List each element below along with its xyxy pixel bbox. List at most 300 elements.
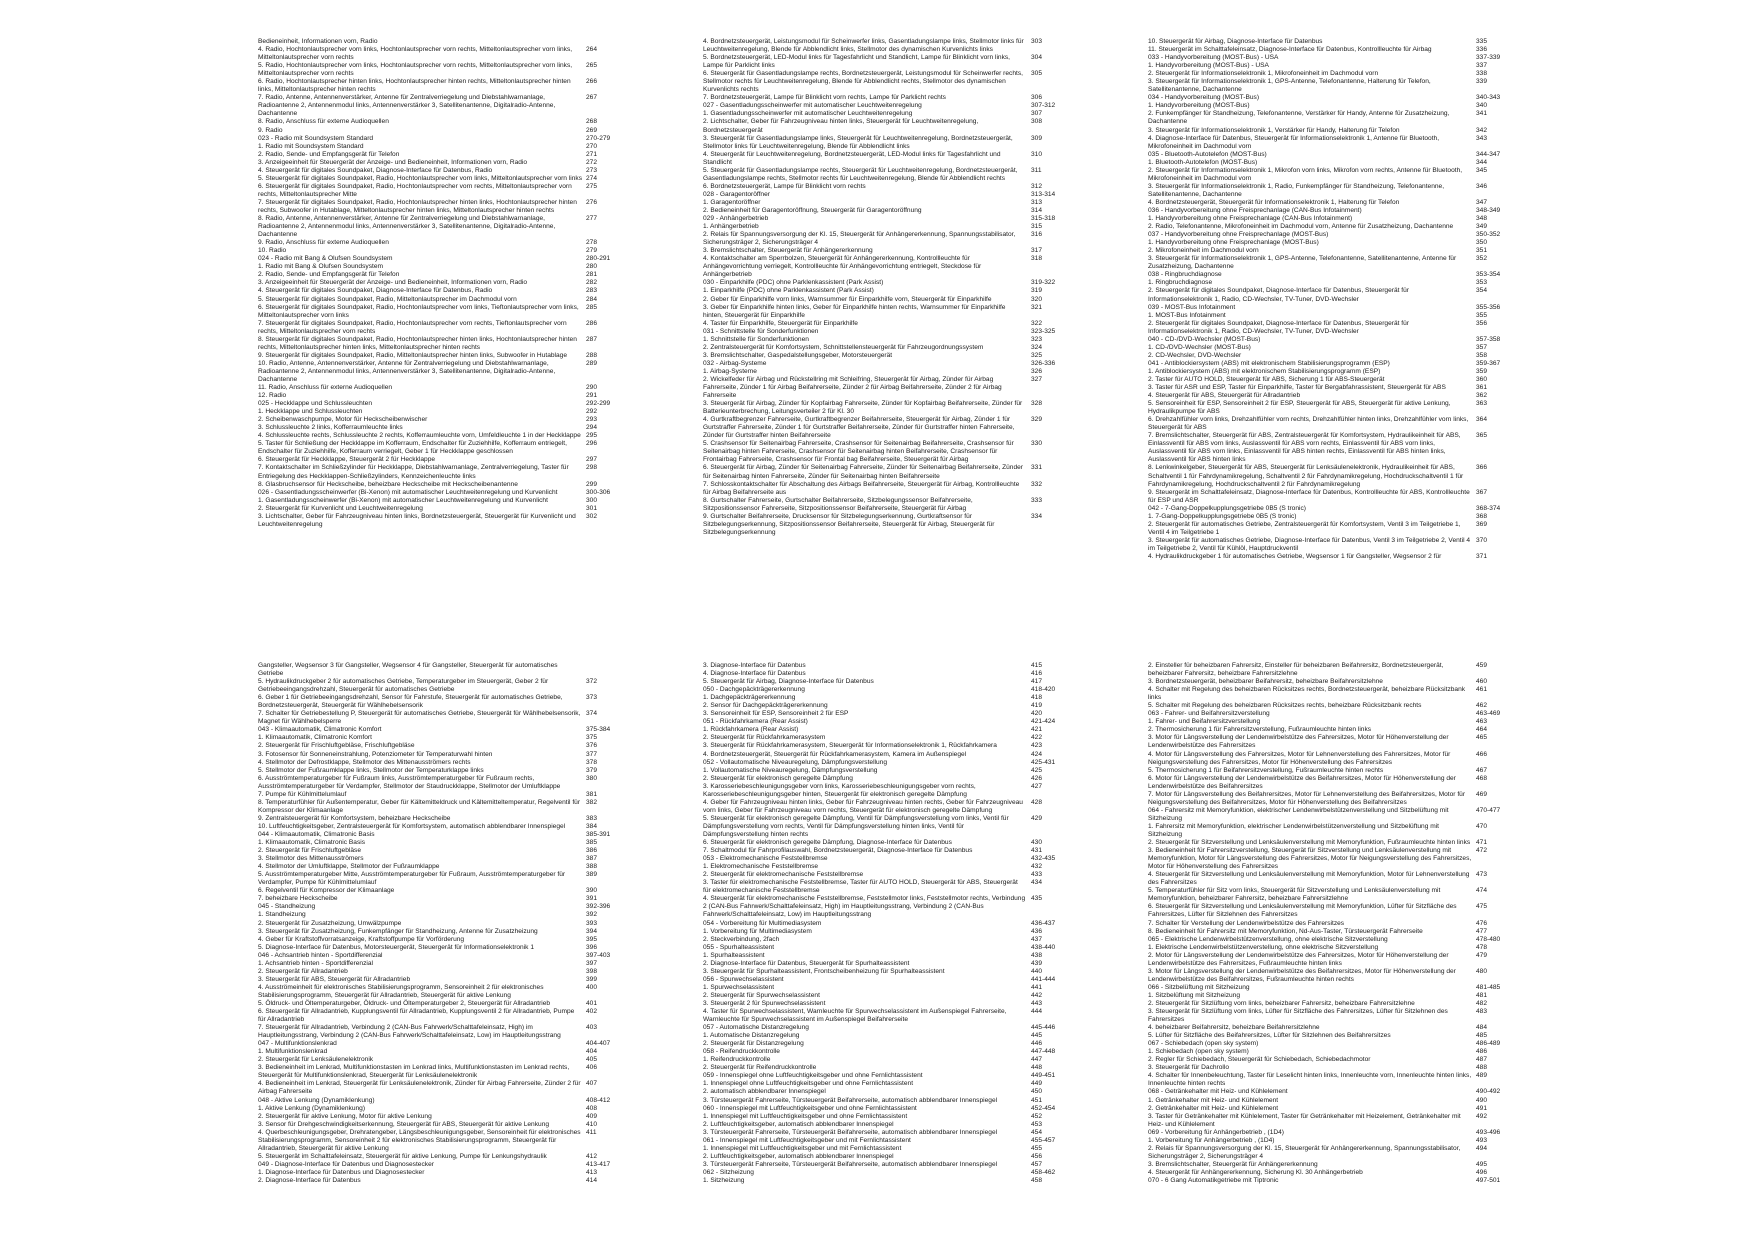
entry-page-number: 437 [1031, 935, 1043, 943]
entry-page-number: 487 [1476, 1056, 1488, 1064]
entry-title: 7. Steuergerät für Allradantrieb, Verbindung 2 (CAN-Bus Fahrwerk/Schalttafeleinsatz, High) im Hauptleitungsstrang, Verbindung 2 (CAN-Bus Fahrwerk/Schalttafeleinsatz, Low) im Hauptleitungsstrang [258, 1024, 561, 1040]
entry-page-number: 425 [1031, 766, 1043, 774]
entry-title: 7. Pumpe für Kühlmittelumlauf [258, 790, 347, 798]
entry-page-number: 415 [1031, 662, 1043, 669]
index-entry [703, 855, 1075, 863]
entry-title: 10. Radio, Antenne, Antennenverstärker, Antenne für Zentralverriegelung und Diebstahlwarnanlage, Radioantenne 2, Antennenmodul links, Antennenverstärker 3, Satellitenantenne, Digitalradio-Antenne, Dachantenne [258, 359, 556, 383]
index-entry [1148, 767, 1520, 775]
entry-page-number: 365 [1476, 432, 1488, 440]
entry-page-number: 357 [1476, 343, 1488, 351]
entry-title: 4. Steuergerät für Anhängererkennung, Sicherung Kl. 30 Anhängerbetrieb [1148, 1168, 1363, 1176]
entry-title: 3. Bremslichtschalter, Gaspedalstellungsgeber, Motorsteuergerät [703, 351, 893, 359]
entry-title: 4. Motor für Längsverstellung des Fahrersitzes, Motor für Lehnenverstellung des Fahrersitzes, Motor für Neigungsverstellung des Fahrersitzes, Motor für Höhenverstellung des Fahrersitzes [1148, 750, 1451, 766]
index-entry [1148, 78, 1520, 94]
entry-page-number: 275 [586, 182, 598, 190]
entry-page-number: 472 [1476, 847, 1488, 855]
entry-title: 3. Steuergerät für Sitzlüftung vorn links, Lüfter für Sitzfläche des Fahrersitzes, Lüfter für Sitzlehnen des Fahrersitzes [1148, 1008, 1448, 1024]
entry-title: 1. Handyvorbereitung ohne Freisprechanlage (CAN-Bus Infotainment) [1148, 215, 1353, 223]
entry-title: 1. Automatische Distanzregelung [703, 1032, 800, 1040]
index-entry [1148, 1177, 1520, 1185]
entry-page-number: 286 [586, 319, 598, 327]
index-entry [1148, 360, 1520, 368]
entry-page-number: 395 [586, 935, 598, 943]
index-entry [703, 360, 1075, 368]
entry-title: 2. Thermosicherung 1 für Fahrersitzverstellung, Fußraumleuchte hinten links [1148, 726, 1372, 734]
index-entry [258, 1105, 630, 1113]
entry-title: 2. Radio, Sende- und Empfangsgerät für Telefon [258, 150, 400, 158]
entry-page-number: 492 [1476, 1112, 1488, 1120]
entry-title: 7. Schalter für Getriebestellung P, Steuergerät für automatisches Getriebe, Steuergerät für Wählhebelsensorik, Magnet für Wählhebelsperre [258, 710, 581, 726]
index-entry [703, 879, 1075, 895]
entry-page-number: 462 [1476, 702, 1488, 710]
entry-title: 10. Radio [258, 247, 287, 255]
index-entry [1148, 336, 1520, 344]
entry-title: 1. Rückfahrkamera (Rear Assist) [703, 726, 799, 734]
entry-page-number: 293 [586, 416, 598, 424]
entry-page-number: 327 [1031, 375, 1043, 383]
entry-page-number: 307 [1031, 110, 1043, 118]
entry-title: 1. Vorbereitung für Multimediasystem [703, 927, 812, 935]
index-entry [1148, 368, 1520, 376]
entry-title: 1. CD-/DVD-Wechsler (MOST-Bus) [1148, 343, 1251, 351]
entry-title: 2. Scheibenwaschpumpe, Motor für Heckscheibenwischer [258, 416, 428, 424]
index-entry [703, 1048, 1075, 1056]
index-entry [258, 304, 630, 320]
entry-title: 3. Bremslichtschalter, Steuergerät für Anhängererkennung [703, 247, 873, 255]
index-entry [258, 1064, 630, 1080]
entry-page-number: 367 [1476, 488, 1488, 496]
index-entry [703, 871, 1075, 879]
entry-title: 5. Stellmotor der Fußraumklappe links, Stellmotor der Temperaturklappe links [258, 766, 484, 774]
index-entry [1148, 247, 1520, 255]
entry-title: 3. Bordnetzsteuergerät, beheizbarer Beifahrersitz, beheizbare Beifahrersitzlehne [1148, 678, 1383, 686]
entry-title: 6. Steuergerät für Sitzverstellung und Lenksäulenverstellung mit Memoryfunktion, Lüfter für Sitzfläche des Fahrersitzes, Lüfter für Sitzlehnen des Fahrersitzes [1148, 903, 1457, 919]
entry-page-number: 451 [1031, 1096, 1043, 1104]
index-entry [1148, 710, 1520, 718]
entry-title: 1. Bluetooth-Autotelefon (MOST-Bus) [1148, 158, 1258, 166]
entry-page-number: 470 [1476, 822, 1488, 830]
entry-title: 041 - Antiblockiersystem (ABS) mit elektronischem Stabilisierungsprogramm (ESP) [1148, 359, 1390, 367]
entry-title: 12. Radio [258, 392, 287, 400]
index-entry [258, 239, 630, 247]
entry-page-number: 359 [1476, 367, 1488, 375]
index-entry [703, 1000, 1075, 1008]
entry-page-number: 344 [1476, 158, 1488, 166]
index-entry [258, 1161, 630, 1169]
entry-page-number: 390 [586, 887, 598, 895]
entry-title: 4. Ausströmeinheit für elektronisches Stabilisierungsprogramm, Sensoreinheit 2 für elektronisches Stabilisierungsprogramm, Steuergerät für Allradantrieb, Steuergerät für aktive Lenkung [258, 983, 544, 999]
index-entry [703, 481, 1075, 497]
entry-page-number: 378 [586, 758, 598, 766]
index-entry [258, 432, 630, 440]
entry-title: 3. Steuergerät für Dachrollo [1148, 1064, 1229, 1072]
entry-page-number: 342 [1476, 126, 1488, 134]
entry-title: 11. Steuergerät im Schalttafeleinsatz, Diagnose-Interface für Datenbus, Kontrollleuchte für Airbag [1148, 46, 1432, 54]
index-column-top-right [1148, 38, 1520, 561]
entry-title: 4. Bordnetzsteuergerät, Steuergerät für Rückfahrkamerasystem, Kamera im Außenspiegel [703, 750, 967, 758]
entry-page-number: 317 [1031, 247, 1043, 255]
entry-page-number: 314 [1031, 206, 1043, 214]
index-entry [1148, 287, 1520, 303]
entry-page-number: 318 [1031, 255, 1043, 263]
entry-page-number: 496 [1476, 1168, 1488, 1176]
index-entry [703, 304, 1075, 320]
entry-page-number: 346 [1476, 182, 1488, 190]
entry-title: 032 - Airbag-Systeme [703, 359, 767, 367]
entry-title: 043 - Klimaautomatik, Climatronic Komfort [258, 726, 382, 734]
entry-page-number: 484 [1476, 1024, 1488, 1032]
entry-page-number: 277 [586, 215, 598, 223]
entry-page-number: 280 [586, 263, 598, 271]
index-entry [703, 352, 1075, 360]
entry-page-number: 483 [1476, 1008, 1488, 1016]
entry-title: 3. Taster für ASR und ESP, Taster für Einparkhilfe, Taster für Bergabfahrassistent, Steuergerät für ABS [1148, 384, 1446, 392]
entry-page-number: 474 [1476, 887, 1488, 895]
index-entry [1148, 432, 1520, 464]
index-entry [258, 1000, 630, 1008]
index-entry [1148, 1088, 1520, 1096]
entry-title: 6. Steuergerät für Allradantrieb, Kupplungsventil für Allradantrieb, Kupplungsventil 2 für Allradantrieb, Pumpe für Allradantrieb [258, 1008, 575, 1024]
entry-page-number: 465 [1476, 734, 1488, 742]
entry-page-number: 272 [586, 158, 598, 166]
index-entry [1148, 718, 1520, 726]
entry-title: 2. Funkempfänger für Standheizung, Telefonantenne, Verstärker für Handy, Antenne für Zusatzheizung, Dachantenne [1148, 110, 1450, 126]
entry-title: 4. Gurtkraftbegrenzer Fahrerseite, Gurtkraftbegrenzer Beifahrerseite, Steuergerät für Airbag, Zünder 1 für Gurtstraffer Fahrerseite, Zünder 1 für Gurtstraffer Beifahrerseite, Zünder für Gurtstraffer hinten Fahrerseite, Zünder für Gurtstraffer hinten Beifahrerseite [703, 416, 1015, 440]
entry-title: 5. Ausströmtemperaturgeber Mitte, Ausströmtemperaturgeber für Fußraum, Ausströmtemperaturgeber für Verdampfer, Pumpe für Kühlmittelumlauf [258, 871, 566, 887]
entry-title: 2. Steuergerät für Informationselektronik 1, Mikrofoneinheit im Dachmodul vorn [1148, 70, 1379, 78]
index-entry [258, 513, 630, 529]
entry-page-number: 414 [586, 1177, 598, 1184]
index-entry [258, 352, 630, 360]
index-entry [258, 710, 630, 726]
index-entry [1148, 1008, 1520, 1024]
entry-title: 2. Steuergerät für Frischluftgebläse [258, 847, 361, 855]
entry-page-number: 356 [1476, 319, 1488, 327]
index-entry [1148, 1113, 1520, 1129]
index-entry [703, 320, 1075, 328]
entry-page-number: 375-384 [586, 726, 611, 734]
entry-title: 1. Handyvorbereitung ohne Freisprechanlage (MOST-Bus) [1148, 239, 1319, 247]
entry-page-number: 349 [1476, 223, 1488, 231]
entry-title: 1. Dachgepäckträgererkennung [703, 694, 796, 702]
entry-page-number: 265 [586, 62, 598, 70]
index-entry [1148, 505, 1520, 513]
index-entry [258, 960, 630, 968]
index-entry [703, 767, 1075, 775]
index-entry [703, 336, 1075, 344]
index-entry [258, 263, 630, 271]
entry-title: 5. Steuergerät im Schalttafeleinsatz, Steuergerät für aktive Lenkung, Pumpe für Lenkungshydraulik [258, 1152, 547, 1160]
entry-page-number: 321 [1031, 303, 1043, 311]
index-entry [258, 815, 630, 823]
entry-page-number: 403 [586, 1024, 598, 1032]
entry-page-number: 380 [586, 774, 598, 782]
index-entry [1148, 662, 1520, 678]
index-entry [258, 38, 630, 46]
entry-page-number: 466 [1476, 750, 1488, 758]
entry-page-number: 397 [586, 959, 598, 967]
index-entry [1148, 553, 1520, 561]
index-entry [258, 968, 630, 976]
index-entry [703, 895, 1075, 919]
index-entry [703, 952, 1075, 960]
index-entry [1148, 231, 1520, 239]
entry-title: 2. Steckverbindung, 2fach [703, 935, 780, 943]
entry-title: 1. Diagnose-Interface für Datenbus und Diagnosestecker [258, 1168, 425, 1176]
entry-title: 037 - Handyvorbereitung ohne Freisprechanlage (MOST-Bus) [1148, 231, 1329, 239]
entry-page-number: 491 [1476, 1104, 1488, 1112]
entry-page-number: 479 [1476, 951, 1488, 959]
entry-page-number: 324 [1031, 343, 1043, 351]
entry-title: 3. Taster für elektromechanische Feststellbremse, Taster für AUTO HOLD, Steuergerät für ABS, Steuergerät für elektromechanische Feststellbremse [703, 879, 1018, 895]
entry-title: 2. Relais für Spannungsversorgung der Kl. 15, Steuergerät für Anhängererkennung, Spannungsstabilisator, Sicherungsträger 2, Sicherungsträger 4 [1148, 1144, 1461, 1160]
index-entry [258, 911, 630, 919]
entry-page-number: 404 [586, 1048, 598, 1056]
entry-title: 9. Radio, Anschluss für externe Audioquellen [258, 239, 389, 247]
entry-title: 4. Schlussleuchte rechts, Schlussleuchte 2 rechts, Kofferraumleuchte vorn, Umfeldleuchte 1 in der Heckklappe [258, 432, 581, 440]
entry-page-number: 334 [1031, 512, 1043, 520]
entry-page-number: 368 [1476, 512, 1488, 520]
entry-title: 062 - Sitzheizung [703, 1168, 754, 1176]
entry-page-number: 359-367 [1476, 359, 1501, 367]
entry-page-number: 478-480 [1476, 935, 1501, 943]
entry-title: 2. Steuergerät für digitales Soundpaket, Diagnose-Interface für Datenbus, Steuergerät für Informationselektronik 1, Radio, CD-Wechsler, TV-Tuner, DVD-Wechsler [1148, 319, 1409, 335]
entry-title: 3. Steuergerät für Informationselektronik 1, Verstärker für Handy, Halterung für Telefon [1148, 126, 1400, 134]
index-entry [703, 1121, 1075, 1129]
entry-page-number: 351 [1476, 247, 1488, 255]
entry-title: 1. Gasentladungsscheinwerfer mit automatischer Leuchtweitenregelung [703, 110, 913, 118]
entry-page-number: 391 [586, 895, 598, 903]
entry-title: 2. Steuergerät für automatisches Getriebe, Zentralsteuergerät für Komfortsystem, Ventil 3 im Teilgetriebe 1, Ventil 4 im Teilgetriebe 1 [1148, 520, 1461, 536]
entry-title: 10. Steuergerät für Airbag, Diagnose-Interface für Datenbus [1148, 38, 1323, 45]
entry-title: 1. Multifunktionslenkrad [258, 1048, 328, 1056]
entry-title: 5. Diagnose-Interface für Datenbus, Motorsteuergerät, Steuergerät für Informationselektronik 1 [258, 943, 534, 951]
entry-title: 029 - Anhängerbetrieb [703, 215, 769, 223]
index-entry [703, 847, 1075, 855]
entry-page-number: 436 [1031, 927, 1043, 935]
entry-title: 3. Bedieneinheit im Lenkrad, Multifunktionstasten im Lenkrad links, Multifunktionstasten im Lenkrad rechts, Steuergerät für Multifunktionslenkrad, Steuergerät für Lenksäulenelektronik [258, 1064, 570, 1080]
entry-title: 1. Klimaautomatik, Climatronic Basis [258, 839, 366, 847]
entry-page-number: 389 [586, 871, 598, 879]
entry-title: 2. Steuergerät für aktive Lenkung, Motor für aktive Lenkung [258, 1112, 432, 1120]
entry-page-number: 303 [1031, 38, 1043, 45]
entry-page-number: 381 [586, 790, 598, 798]
entry-title: 5. Thermosicherung 1 für Beifahrersitzverstellung, Fußraumleuchte hinten rechts [1148, 766, 1384, 774]
entry-title: 1. Handyvorbereitung (MOST-Bus) - USA [1148, 62, 1269, 70]
entry-title: 8. Radio, Anschluss für externe Audioquellen [258, 118, 389, 126]
entry-title: 3. Karosseriebeschleunigungsgeber vorn links, Karosseriebeschleunigungsgeber vorn rechts, Karosseriebeschleunigungsgeber hinten, Steuergerät für elektronisch geregelte Dämpfung [703, 782, 976, 798]
entry-page-number: 291 [586, 392, 598, 400]
entry-title: 2. Luftfeuchtigkeitsgeber, automatisch abblendbarer Innenspiegel [703, 1152, 894, 1160]
index-entry [1148, 751, 1520, 767]
entry-page-number: 413-417 [586, 1160, 611, 1168]
entry-title: 4. Geber für Kraftstoffvorratsanzeige, Kraftstoffpumpe für Vorförderung [258, 935, 465, 943]
entry-page-number: 332 [1031, 480, 1043, 488]
entry-title: 2. Diagnose-Interface für Datenbus, Steuergerät für Spurhalteassistent [703, 959, 910, 967]
entry-page-number: 355-356 [1476, 303, 1501, 311]
index-entry [258, 952, 630, 960]
entry-page-number: 276 [586, 198, 598, 206]
entry-page-number: 392-396 [586, 903, 611, 911]
index-entry [1148, 839, 1520, 847]
entry-title: 2. Wickelfeder für Airbag und Rückstellring mit Schleifring, Steuergerät für Airbag, Zünder für Airbag Fahrerseite, Zünder 1 für Airbag Beifahrerseite, Zünder 2 für Airbag Beifahrerseite, Zünder 2 für Airbag Fahrerseite [703, 375, 1002, 400]
index-entry [1148, 992, 1520, 1000]
entry-page-number: 431 [1031, 847, 1043, 855]
entry-title: 3. Steuergerät 2 für Spurwechselassistent [703, 999, 826, 1007]
index-entry [1148, 952, 1520, 968]
entry-page-number: 411 [586, 1128, 597, 1136]
index-entry [258, 127, 630, 135]
entry-page-number: 350 [1476, 239, 1488, 247]
entry-title: 2. Motor für Längsverstellung der Lendenwirbelstütze des Fahrersitzes, Motor für Höhenverstellung der Lendenwirbelstütze des Fahrersitzes, Fußraumleuchte hinten links [1148, 951, 1449, 967]
index-entry [1148, 135, 1520, 151]
entry-page-number: 304 [1031, 54, 1043, 62]
entry-title: 10. Luftfeuchtigkeitsgeber, Zentralsteuergerät für Komfortsystem, automatisch abblendbarer Innenspiegel [258, 822, 566, 830]
entry-title: 1. Einparkhilfe (PDC) ohne Parklenkassistent (Park Assist) [703, 287, 874, 295]
index-entry [1148, 255, 1520, 271]
entry-title: 8. Lenkwinkelgeber, Steuergerät für ABS, Steuergerät für Lenksäulenelektronik, Hydraulikeinheit für ABS, Schaltventil 1 für Fahrdynamikregelung, Schaltventil 2 für Fahrdynamikregelung, Hochdruckschaltventil 1 für Fahrdynamikregelung, Hochdruckschaltventil 2 für Fahrdynamikregelung [1148, 464, 1464, 488]
entry-title: 2. Bedieneinheit für Garagentoröffnung, Steuergerät für Garagentoröffnung [703, 206, 922, 214]
entry-title: 5. Steuergerät für digitales Soundpaket, Radio, Hochtonlautsprecher vorn links, Mitteltonlautsprecher vorn links [258, 174, 582, 182]
entry-page-number: 337 [1476, 62, 1488, 70]
index-entry [1148, 207, 1520, 215]
entry-page-number: 383 [586, 814, 598, 822]
index-entry [703, 1153, 1075, 1161]
entry-page-number: 328 [1031, 400, 1043, 408]
entry-title: 4. Hydraulikdruckgeber 1 für automatisches Getriebe, Wegsensor 1 für Gangsteller, Wegsensor 2 für [1148, 553, 1442, 560]
entry-page-number: 486 [1476, 1048, 1488, 1056]
entry-page-number: 357-358 [1476, 335, 1501, 343]
entry-title: 055 - Spurhalteassistent [703, 943, 775, 951]
entry-title: 2. Zentralsteuergerät für Komfortsystem, Schnittstellensteuergerät für Fahrzeugordnungssystem [703, 343, 984, 351]
entry-page-number: 435 [1031, 895, 1043, 903]
entry-page-number: 289 [586, 359, 598, 367]
entry-page-number: 296 [586, 440, 598, 448]
entry-title: 9. Steuergerät im Schalttafeleinsatz, Diagnose-Interface für Datenbus, Kontrollleuchte für ABS, Kontrollleuchte für ESP und ASR [1148, 488, 1470, 504]
entry-title: 048 - Aktive Lenkung (Dynamiklenkung) [258, 1096, 375, 1104]
index-entry [703, 783, 1075, 799]
index-entry [258, 871, 630, 887]
index-entry [1148, 928, 1520, 936]
entry-page-number: 419 [1031, 702, 1043, 710]
entry-page-number: 278 [586, 239, 598, 247]
entry-title: 3. Fotosensor für Sonneneinstrahlung, Potenziometer für Temperaturwahl hinten [258, 750, 493, 758]
index-entry [1148, 702, 1520, 710]
entry-title: 6. Bordnetzsteuergerät, Lampe für Blinklicht vorn rechts [703, 182, 866, 190]
entry-title: 7. Radio, Antenne, Antennenverstärker, Antenne für Zentralverriegelung und Diebstahlwarnanlage, Radioantenne 2, Antennenmodul links, Antennenverstärker 3, Satellitenantenne, Digitalradio-Antenne, Dachantenne [258, 94, 556, 118]
entry-page-number: 497-501 [1476, 1177, 1501, 1184]
index-entry [258, 456, 630, 464]
entry-page-number: 464 [1476, 726, 1488, 734]
entry-page-number: 315 [1031, 223, 1043, 231]
index-entry [1148, 489, 1520, 505]
entry-title: 7. Bordnetzsteuergerät, Lampe für Blinklicht vorn rechts, Lampe für Parklicht rechts [703, 94, 946, 102]
index-entry [703, 751, 1075, 759]
entry-page-number: 345 [1476, 166, 1488, 174]
entry-page-number: 459 [1476, 662, 1488, 669]
index-entry [258, 151, 630, 159]
entry-page-number: 284 [586, 295, 598, 303]
index-entry [258, 360, 630, 384]
entry-page-number: 379 [586, 766, 598, 774]
index-entry [258, 199, 630, 215]
entry-page-number: 448 [1031, 1064, 1043, 1072]
index-entry [703, 1032, 1075, 1040]
index-entry [258, 1040, 630, 1048]
index-entry [1148, 304, 1520, 312]
entry-page-number: 283 [586, 287, 598, 295]
entry-title: 7. Bremslichtschalter, Steuergerät für ABS, Zentralsteuergerät für Komfortsystem, Hydraulikeinheit für ABS, Einlassventil für ABS vorn links, Auslassventil für ABS vorn rechts, Einlassventil für ABS vorn links, Auslassventil für ABS vorn links, Einlassventil für ABS hinten rechts, Einlassventil für ABS hinten links, Auslassventil für ABS hinten links [1148, 432, 1461, 464]
index-entry [1148, 823, 1520, 839]
index-entry [258, 976, 630, 984]
entry-title: 1. Getränkehalter mit Heiz- und Kühlelement [1148, 1096, 1279, 1104]
entry-title: 2. Einsteller für beheizbaren Fahrersitz, Einsteller für beheizbaren Beifahrersitz, Bordnetzsteuergerät, beheizbarer Fahrersitz, beheizbare Fahrersitzlehne [1148, 662, 1444, 678]
index-entry [703, 94, 1075, 102]
index-entry [1148, 392, 1520, 400]
entry-title: 057 - Automatische Distanzregelung [703, 1024, 809, 1032]
index-entry [258, 440, 630, 456]
entry-title: 1. Vorbereitung für Anhängerbetrieb , (1D4) [1148, 1136, 1275, 1144]
index-entry [258, 1056, 630, 1064]
index-entry [703, 328, 1075, 336]
entry-title: 035 - Bluetooth-Autotelefon (MOST-Bus) [1148, 150, 1267, 158]
entry-title: 6. Steuergerät für elektronisch geregelte Dämpfung, Diagnose-Interface für Datenbus [703, 839, 952, 847]
index-entry [258, 505, 630, 513]
entry-title: 065 - Elektrische Lendenwirbelstützenverstellung, ohne elektrische Sitzverstellung [1148, 935, 1388, 943]
entry-title: 8. Bedieneinheit für Fahrersitz mit Memoryfunktion, Nd-Aus-Taster, Türsteuergerät Fahrerseite [1148, 927, 1423, 935]
entry-title: 2. Steuergerät für Sitzlüftung vorn links, beheizbarer Fahrersitz, beheizbare Fahrersitzlehne [1148, 999, 1415, 1007]
entry-page-number: 319-322 [1031, 279, 1056, 287]
entry-title: 2. Steuergerät für Informationselektronik 1, Mikrofon vorn links, Mikrofon vorn rechts, Antenne für Bluetooth, Mikrofoneinheit im Dachmodul vorn [1148, 166, 1463, 182]
entry-title: 8. Radio, Antenne, Antennenverstärker, Antenne für Zentralverriegelung und Diebstahlwarnanlage, Radioantenne 2, Antennenmodul links, Antennenverstärker 3, Satellitenantenne, Digitalradio-Antenne, Dachantenne [258, 215, 556, 239]
entry-page-number: 447 [1031, 1056, 1043, 1064]
entry-title: 2. Regler für Schiebedach, Steuergerät für Schiebedach, Schiebedachmotor [1148, 1056, 1371, 1064]
entry-page-number: 434 [1031, 879, 1043, 887]
entry-title: 3. Lichtschalter, Geber für Fahrzeugniveau hinten links, Bordnetzsteuergerät, Steuergerät für Kurvenlicht und Leuchtweitenregelung [258, 512, 576, 528]
entry-title: 5. Taster für Schließung der Heckklappe im Kofferraum, Endschalter für Zuziehhilfe, Kofferraum entriegelt, Endschalter für Zuziehhilfe, Kofferraum verriegelt, Geber 1 für Heckklappe geschlossen [258, 440, 567, 456]
entry-page-number: 311 [1031, 166, 1042, 174]
entry-page-number: 368-374 [1476, 504, 1501, 512]
index-entry [1148, 94, 1520, 102]
index-entry [1148, 521, 1520, 537]
index-entry [1148, 151, 1520, 159]
entry-title: 5. Steuergerät für Airbag, Diagnose-Interface für Datenbus [703, 678, 874, 686]
index-entry [703, 1040, 1075, 1048]
entry-page-number: 450 [1031, 1088, 1043, 1096]
entry-page-number: 495 [1476, 1160, 1488, 1168]
index-entry [1148, 102, 1520, 110]
entry-page-number: 298 [586, 464, 598, 472]
entry-page-number: 376 [586, 742, 598, 750]
index-entry [703, 38, 1075, 54]
entry-page-number: 470-477 [1476, 806, 1501, 814]
entry-title: 3. Schlussleuchte 2 links, Kofferraumleuchte links [258, 424, 403, 432]
index-entry [703, 1161, 1075, 1169]
index-entry [258, 175, 630, 183]
index-entry [1148, 1169, 1520, 1177]
entry-title: 042 - 7-Gang-Doppelkupplungsgetriebe 0B5 (S tronic) [1148, 504, 1306, 512]
index-entry [1148, 46, 1520, 54]
index-entry [258, 424, 630, 432]
entry-title: 1. Reifendruckkontrolle [703, 1056, 771, 1064]
entry-page-number: 333 [1031, 496, 1043, 504]
index-entry [703, 815, 1075, 839]
entry-title: 3. Steuergerät für ABS, Steuergerät für Allradantrieb [258, 975, 411, 983]
index-entry [258, 944, 630, 952]
entry-title: 9. Zentralsteuergerät für Komfortsystem, beheizbare Heckscheibe [258, 814, 451, 822]
entry-title: 6. Motor für Längsverstellung der Lendenwirbelstütze des Beifahrersitzes, Motor für Höhenverstellung der Lendenwirbelstütze des Beifahrersitzes [1148, 774, 1456, 790]
entry-page-number: 366 [1476, 464, 1488, 472]
